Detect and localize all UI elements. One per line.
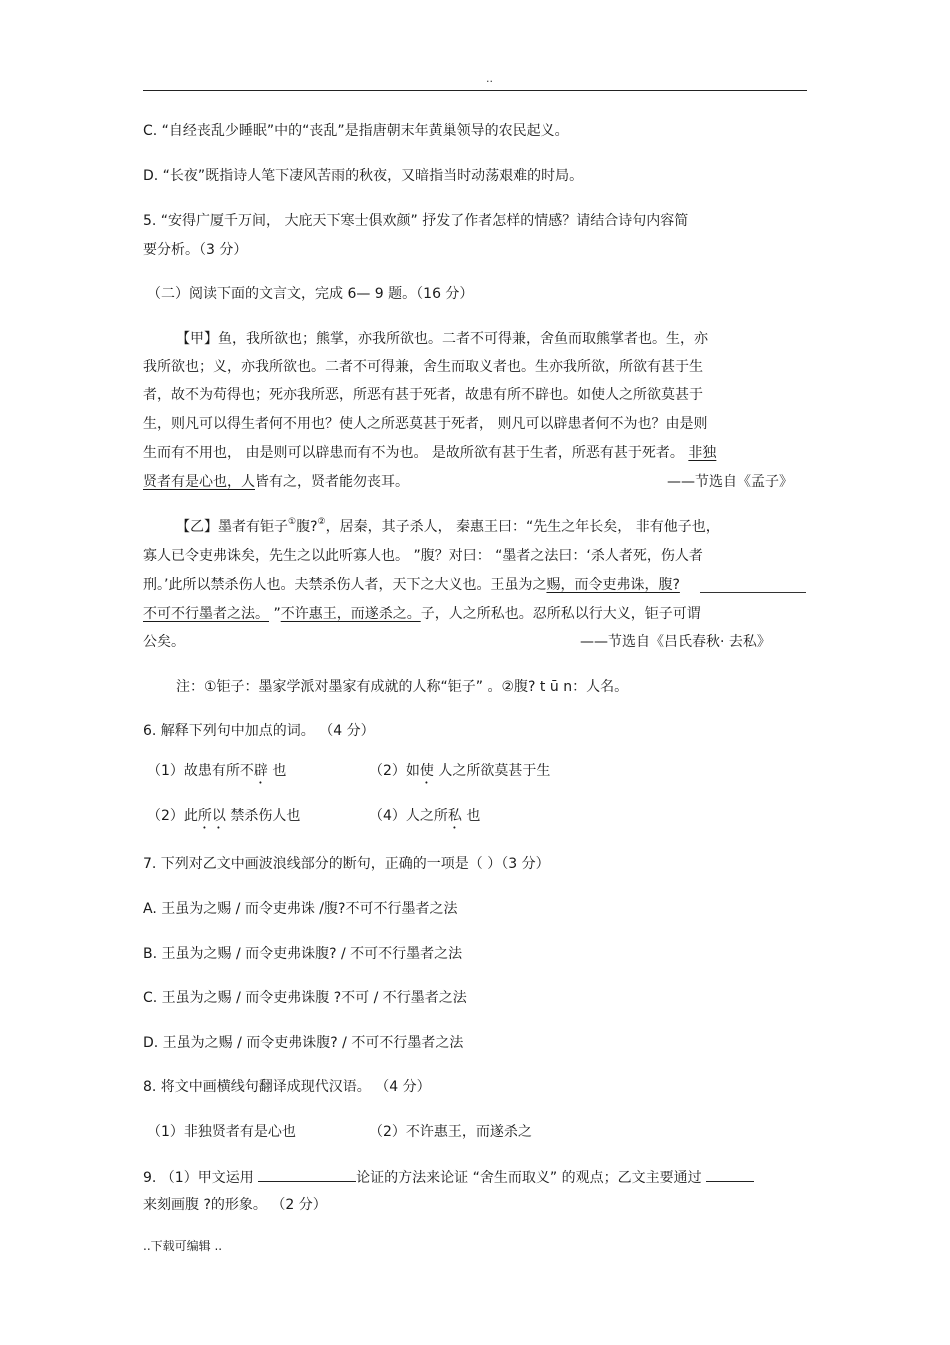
q6-item-2 bbox=[369, 761, 550, 787]
q9-line2: 来刻画腹 ?的形象。 （2 分） bbox=[143, 1197, 327, 1213]
passage-yi-line1 bbox=[176, 517, 720, 537]
q6-item-2-tail: 人之所欲莫甚于生 bbox=[433, 763, 551, 779]
passage-jia-line1: 【甲】鱼，我所欲也；熊掌，亦我所欲也。二者不可得兼，舍鱼而取熊掌者也。生，亦 bbox=[176, 331, 708, 347]
dotted-word: 私 bbox=[447, 808, 462, 824]
q6-item-4-text: （4）人之所 bbox=[369, 808, 448, 824]
passage-jia-line5 bbox=[143, 443, 716, 463]
passage-jia-line6-text: 皆有之，贤者能勿丧耳。 bbox=[255, 474, 409, 490]
q6-item-4 bbox=[369, 806, 480, 832]
passage-yi-source: ——节选自《吕氏春秋· 去私》 bbox=[580, 634, 771, 650]
q8-item-1: （1）非独贤者有是心也 bbox=[147, 1124, 296, 1140]
q9-line1-text: 9. （1）甲文运用 bbox=[143, 1170, 259, 1186]
q4-option-c: C. “自经丧乱少睡眠”中的“丧乱”是指唐朝末年黄巢领导的农民起义。 bbox=[143, 123, 569, 139]
passage-jia-line6 bbox=[143, 472, 409, 492]
passage-jia-line4: 生，则凡可以得生者何不用也？使人之所恶莫甚于死者， 则凡可以辟患者何不为也？由是则 bbox=[143, 416, 708, 432]
footnote-marker-2: ② bbox=[317, 517, 326, 527]
q5-line2: 要分析。（3 分） bbox=[143, 242, 248, 258]
q6-item-3-tail: 禁杀伤人也 bbox=[225, 808, 301, 824]
q6-item-3-text: （2）此 bbox=[147, 808, 198, 824]
q6-stem: 6. 解释下列句中加点的词。 （4 分） bbox=[143, 723, 375, 739]
header-rule bbox=[143, 90, 807, 91]
answer-blank[interactable] bbox=[706, 1167, 754, 1182]
passage-yi-line4 bbox=[143, 604, 701, 624]
section-2-heading: （二）阅读下面的文言文，完成 6— 9 题。（16 分） bbox=[147, 286, 474, 302]
q9-line1 bbox=[143, 1167, 754, 1188]
passage-yi-line2: 寡人已令吏弗诛矣，先生之以此听寡人也。 ”腹？对曰： “墨者之法曰：‘杀人者死，伤人者 bbox=[143, 548, 703, 564]
wavy-line-segment-2: 不可不行墨者之法。 bbox=[143, 606, 269, 622]
passage-yi-line4-d: 子，人之所私也。忍所私以行大义，钜子可谓 bbox=[420, 606, 701, 622]
footnote: 注：①钜子：墨家学派对墨家有成就的人称“钜子” 。②腹? t ū n：人名。 bbox=[176, 679, 629, 695]
passage-jia-source: ——节选自《孟子》 bbox=[667, 474, 793, 490]
passage-yi-quote-mark: ” bbox=[269, 606, 281, 622]
underlined-sentence-2: 不许惠王，而遂杀之。 bbox=[280, 606, 421, 622]
footer-text: ..下载可编辑 .. bbox=[143, 1239, 223, 1253]
underlined-sentence-end: 贤者有是心也，人 bbox=[143, 474, 255, 490]
passage-yi-line3 bbox=[143, 575, 680, 595]
dotted-word: 所以 bbox=[197, 808, 226, 824]
q7-stem: 7. 下列对乙文中画波浪线部分的断句，正确的一项是（ ）（3 分） bbox=[143, 856, 550, 872]
passage-yi-line1-b: 腹? bbox=[296, 519, 318, 535]
dotted-word: 辟 bbox=[253, 763, 268, 779]
passage-yi-line1-c: ，居秦，其子杀人， 秦惠王曰：“先生之年长矣， 非有他子也， bbox=[325, 519, 720, 535]
q7-option-d: D. 王虽为之赐 / 而令吏弗诛腹? / 不可不行墨者之法 bbox=[143, 1035, 464, 1051]
passage-yi-line1-a: 【乙】墨者有钜子 bbox=[176, 519, 288, 535]
passage-jia-line2: 我所欲也；义，亦我所欲也。二者不可得兼，舍生而取义者也。生亦我所欲，所欲有甚于生 bbox=[143, 359, 703, 375]
q9-line1-tail: 论证的方法来论证 “舍生而取义” 的观点；乙文主要通过 bbox=[356, 1170, 707, 1186]
wavy-line-extension bbox=[700, 592, 806, 593]
dotted-word: 使 bbox=[419, 763, 434, 779]
passage-yi-line3-a: 刑。’此所以禁杀伤人也。夫禁杀伤人者，天下之大义也。王虽为之 bbox=[143, 577, 547, 593]
q4-option-d: D. “长夜”既指诗人笔下凄风苦雨的秋夜，又暗指当时动荡艰难的时局。 bbox=[143, 168, 584, 184]
q8-stem: 8. 将文中画横线句翻译成现代汉语。 （4 分） bbox=[143, 1079, 431, 1095]
q6-item-4-tail: 也 bbox=[461, 808, 481, 824]
passage-yi-line5: 公矣。 bbox=[143, 634, 185, 650]
underlined-sentence-start: 非独 bbox=[688, 445, 717, 461]
q6-item-3 bbox=[147, 806, 300, 832]
answer-blank[interactable] bbox=[258, 1167, 356, 1182]
passage-jia-line3: 者，故不为苟得也；死亦我所恶，所恶有甚于死者，故患有所不辟也。如使人之所欲莫甚于 bbox=[143, 387, 703, 403]
q6-item-2-text: （2）如 bbox=[369, 763, 420, 779]
q6-item-1-tail: 也 bbox=[267, 763, 287, 779]
q6-item-1-text: （1）故患有所不 bbox=[147, 763, 254, 779]
q5-line1: 5. “安得广厦千万间， 大庇天下寒士俱欢颜” 抒发了作者怎样的情感？请结合诗句内容简 bbox=[143, 213, 689, 229]
footnote-marker-1: ① bbox=[288, 517, 297, 527]
q7-option-c: C. 王虽为之赐 / 而令吏弗诛腹 ?不可 / 不行墨者之法 bbox=[143, 990, 467, 1006]
header-dots: .. bbox=[486, 72, 493, 85]
q8-item-2: （2）不许惠王，而遂杀之 bbox=[369, 1124, 532, 1140]
q7-option-b: B. 王虽为之赐 / 而令吏弗诛腹? / 不可不行墨者之法 bbox=[143, 946, 463, 962]
q6-item-1 bbox=[147, 761, 286, 787]
q7-option-a: A. 王虽为之赐 / 而令吏弗诛 /腹?不可不行墨者之法 bbox=[143, 901, 458, 917]
passage-jia-line5-text: 生而有不用也， 由是则可以辟患而有不为也。 是故所欲有甚于生者，所恶有甚于死者。 bbox=[143, 445, 689, 461]
wavy-line-segment-1: 赐，而令吏弗诛，腹? bbox=[546, 577, 680, 593]
